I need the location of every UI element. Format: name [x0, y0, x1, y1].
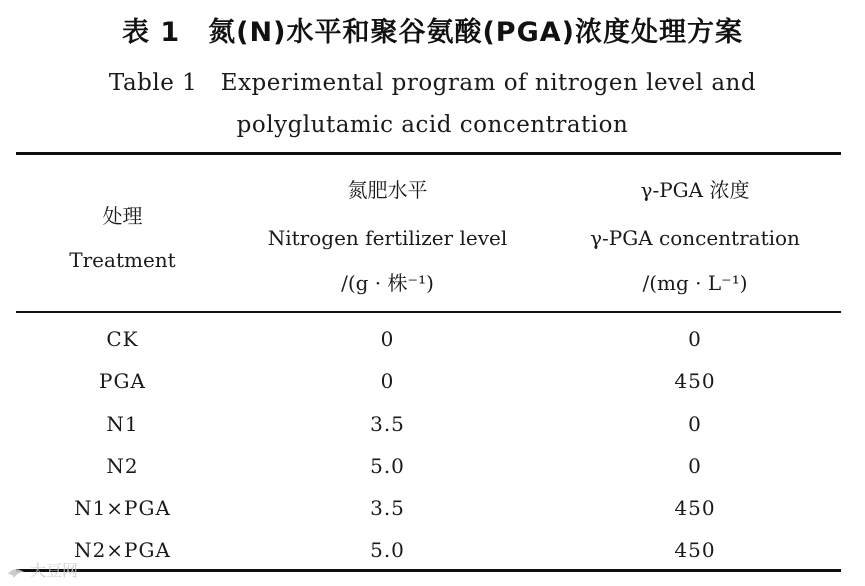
- top-rule: [16, 152, 841, 155]
- cell-nitrogen: 0: [380, 327, 395, 351]
- header-nitrogen-unit: /(g · 株⁻¹): [341, 271, 434, 295]
- cell-pga: 450: [674, 369, 716, 393]
- cell-treatment: CK: [106, 327, 139, 351]
- cell-treatment: N2: [106, 454, 139, 478]
- cell-pga: 0: [688, 454, 702, 478]
- cell-treatment: N1×PGA: [74, 496, 171, 520]
- cell-pga: 450: [674, 496, 716, 520]
- cell-nitrogen: 5.0: [370, 454, 405, 478]
- watermark: [6, 558, 78, 581]
- table-title-en-line1: Table 1 Experimental program of nitrogen level and: [108, 70, 757, 96]
- header-pga-cn: γ-PGA 浓度: [640, 178, 750, 202]
- cell-nitrogen: 3.5: [370, 412, 405, 436]
- header-treatment-cn: 处理: [102, 204, 143, 228]
- cell-pga: 450: [674, 538, 716, 562]
- table-title-en-line2: polyglutamic acid concentration: [236, 112, 629, 138]
- header-pga-unit: /(mg · L⁻¹): [642, 271, 748, 295]
- cell-pga: 0: [688, 327, 702, 351]
- cell-treatment: N1: [106, 412, 139, 436]
- header-rule: [16, 311, 841, 313]
- cell-pga: 0: [688, 412, 702, 436]
- cell-nitrogen: 5.0: [370, 538, 405, 562]
- table-title-cn: 表 1 氮(N)水平和聚谷氨酸(PGA)浓度处理方案: [122, 17, 743, 48]
- header-pga-en: γ-PGA concentration: [590, 226, 800, 250]
- cell-treatment: PGA: [99, 369, 146, 393]
- bird-logo-icon: [6, 564, 26, 580]
- header-treatment-en: Treatment: [69, 248, 176, 272]
- cell-treatment: N2×PGA: [74, 538, 171, 562]
- bottom-rule: [16, 569, 841, 572]
- cell-nitrogen: 0: [380, 369, 395, 393]
- header-nitrogen-en: Nitrogen fertilizer level: [267, 226, 508, 250]
- cell-nitrogen: 3.5: [370, 496, 405, 520]
- header-nitrogen-cn: 氮肥水平: [347, 178, 428, 202]
- watermark-text: 大豆网: [30, 561, 79, 580]
